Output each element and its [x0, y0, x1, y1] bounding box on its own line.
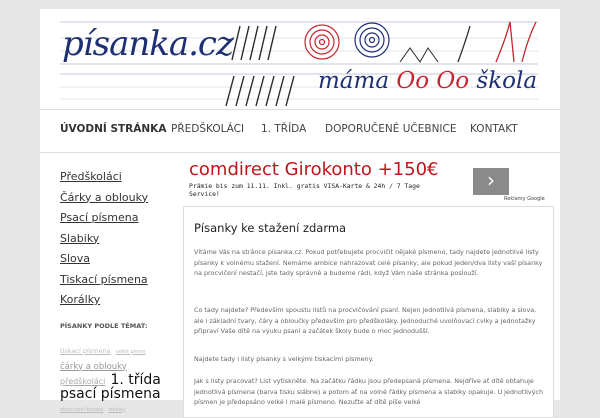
content-paragraph: Vítáme Vás na stránce písanka.cz. Pokud potřebujete procvičit nějaké písmeno, tady najdete jednotlivé listy písanky k volnému stažení. Nemáme ambice nahrazovat celé písanky, ale pokud jeden/dva listy vaší písanky na procvičení nestačí, jste tady správně a budeme rádi, když Vám naše stránka poslouží.: [194, 248, 543, 278]
site-logo[interactable]: písanka.cz: [62, 24, 233, 64]
tag-link[interactable]: předškoláci: [60, 376, 106, 386]
tag-link[interactable]: slabiky: [108, 406, 126, 413]
content-paragraph: Co tady najdete? Především spoustu listů na procvičování psaní. Nejen jednotlivá písmena, slabiky a slova, ale i základní tvary, čáry a obloučky především pro předškoláky. Jednoduché uvolňovací cviky a jednotažky připraví Vaše dítě na výuku psaní a začátek školy bude o moc jednodušší.: [194, 306, 537, 336]
tags-heading: PÍSANKY PODLE TÉMAT:: [60, 321, 148, 330]
tag-link[interactable]: čárky a oblouky: [60, 361, 127, 372]
sidebar-link-cursive[interactable]: Psací písmena: [60, 211, 139, 224]
tag-link[interactable]: obouruční kresba: [60, 406, 104, 413]
sidebar-link-words[interactable]: Slova: [60, 252, 91, 265]
sidebar-link-preschoolers[interactable]: Předškoláci: [60, 170, 122, 183]
page: [40, 9, 560, 413]
slogan-start: máma: [318, 68, 397, 94]
main-content: [183, 206, 554, 418]
sidebar-link-beads[interactable]: Korálky: [60, 293, 101, 306]
tag-link[interactable]: 1. třída: [110, 371, 161, 388]
nav-item-first-grade[interactable]: 1. TŘÍDA: [261, 123, 307, 135]
nav-item-contact[interactable]: KONTAKT: [470, 123, 518, 135]
slogan-highlight: Oo Oo: [396, 68, 470, 94]
ad-next-button[interactable]: [473, 168, 509, 195]
main-nav: [40, 109, 560, 153]
nav-item-home[interactable]: ÚVODNÍ STRÁNKA: [60, 123, 167, 135]
nav-item-textbooks[interactable]: DOPORUČENÉ UČEBNICE: [325, 123, 457, 135]
content-paragraph: Jak s listy pracovat? List vytiskněte. Na začátku řádku jsou předepsaná písmena. Nejdříve ať dítě obtahuje jednotlivá písmena (barva tisku slábne) a potom ať na volné řádky písmena a slabiky opakuje. U jednotlivých písmen je předepsáno velké i malé písmeno. Nezuťte ať dítě píše velké: [194, 377, 544, 407]
sidebar-link-print-letters[interactable]: Tiskací písmena: [60, 272, 148, 286]
tag-link[interactable]: psací písmena: [60, 385, 161, 402]
header-banner[interactable]: [60, 18, 538, 111]
page-title: Písanky ke stažení zdarma: [194, 221, 347, 235]
ad-banner[interactable]: [189, 159, 551, 209]
chevron-right-icon: ›: [487, 168, 495, 192]
nav-item-preschoolers[interactable]: PŘEDŠKOLÁCI: [171, 123, 245, 135]
site-slogan: [318, 68, 537, 94]
slogan-end: škola: [469, 68, 538, 94]
content-paragraph: Najdete tady i listy písanky s velkými tiskacími písmeny.: [194, 355, 374, 363]
tag-cloud: [60, 342, 175, 416]
ad-subtitle: Prämie bis zum 11.11. Inkl. gratis VISA-Karte & 24h / 7 Tage Service!: [189, 182, 420, 198]
sidebar: [60, 167, 175, 416]
sidebar-link-syllables[interactable]: Slabiky: [60, 231, 100, 245]
ad-title[interactable]: comdirect Girokonto +150€: [189, 159, 439, 180]
ad-provider-label: Reklamy Google: [504, 196, 545, 202]
sidebar-link-strokes[interactable]: Čárky a oblouky: [60, 190, 149, 204]
tag-link[interactable]: velké písmo: [115, 348, 146, 355]
tag-link[interactable]: tiskací písmena: [60, 346, 111, 355]
